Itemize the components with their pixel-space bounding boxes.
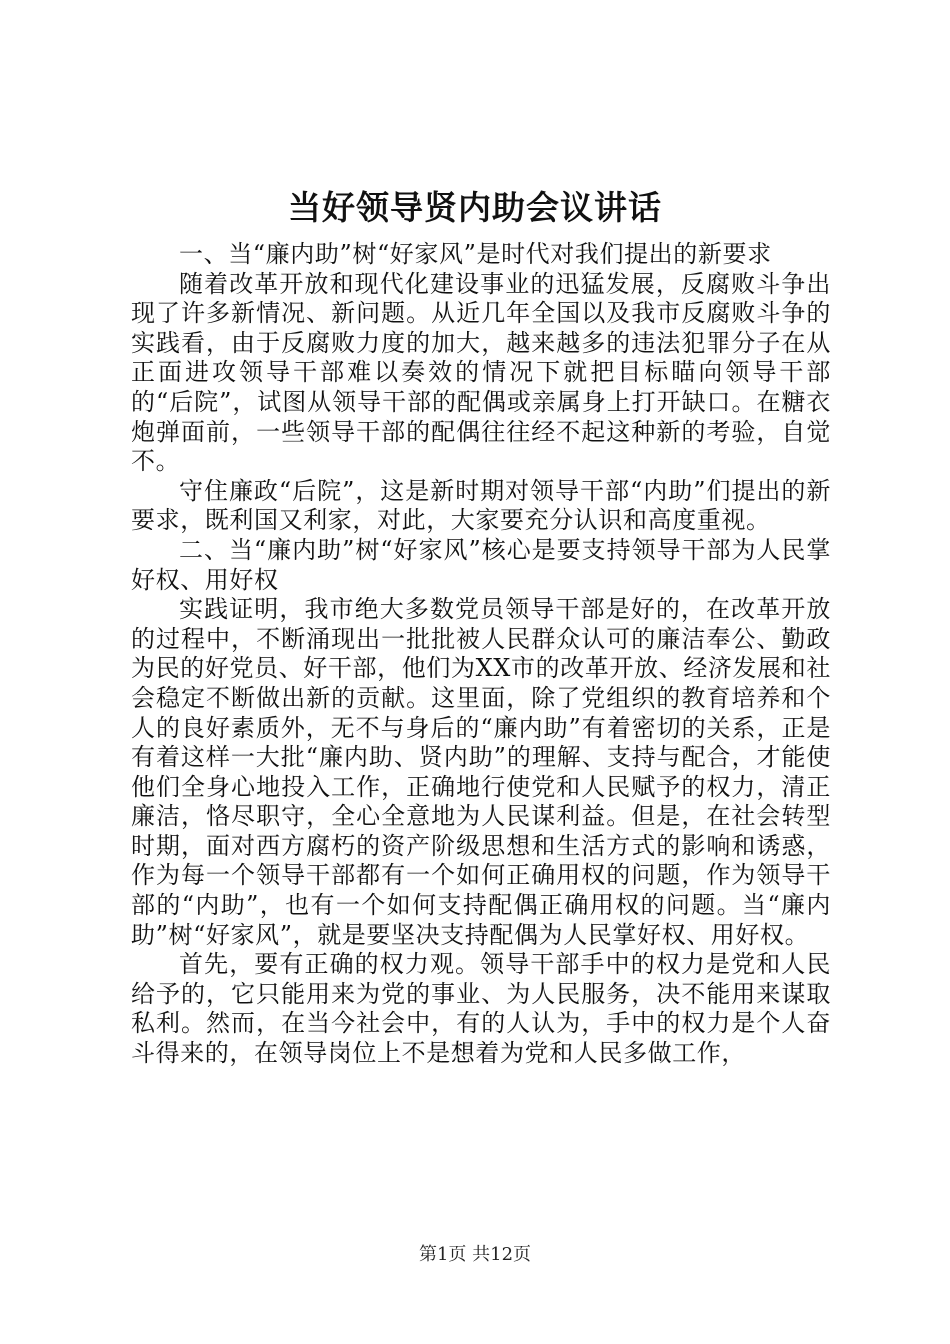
document-body xyxy=(131,240,831,1069)
page-number-footer: 第1页 共12页 xyxy=(418,1244,532,1265)
body-paragraph: 首先，要有正确的权力观。领导干部手中的权力是党和人民给予的，它只能用来为党的事业、为人民服务，决不能用来谋取私利。然而，在当今社会中，有的人认为，手中的权力是个人奋斗得来的，在领导岗位上不是想着为党和人民多做工作， xyxy=(131,950,831,1068)
body-paragraph: 守住廉政“后院”，这是新时期对领导干部“内助”们提出的新要求，既利国又利家，对此，大家要充分认识和高度重视。 xyxy=(131,476,831,535)
body-paragraph: 实践证明，我市绝大多数党员领导干部是好的，在改革开放的过程中，不断涌现出一批批被人民群众认可的廉洁奉公、勤政为民的好党员、好干部，他们为XX市的改革开放、经济发展和社会稳定不断做出新的贡献。这里面，除了党组织的教育培养和个人的良好素质外，无不与身后的“廉内助”有着密切的关系，正是有着这样一大批“廉内助、贤内助”的理解、支持与配合，才能使他们全身心地投入工作，正确地行使党和人民赋予的权力，清正廉洁，恪尽职守，全心全意地为人民谋利益。但是，在社会转型时期，面对西方腐朽的资产阶级思想和生活方式的影响和诱惑，作为每一个领导干部都有一个如何正确用权的问题，作为领导干部的“内助”，也有一个如何支持配偶正确用权的问题。当“廉内助”树“好家风”，就是要坚决支持配偶为人民掌好权、用好权。 xyxy=(131,595,831,949)
section-heading-1: 一、当“廉内助”树“好家风”是时代对我们提出的新要求 xyxy=(179,240,772,268)
document-title: 当好领导贤内助会议讲话 xyxy=(288,188,662,227)
section-heading-2: 二、当“廉内助”树“好家风”核心是要支持领导干部为人民掌好权、用好权 xyxy=(131,535,831,594)
body-paragraph: 随着改革开放和现代化建设事业的迅猛发展，反腐败斗争出现了许多新情况、新问题。从近几年全国以及我市反腐败斗争的实践看，由于反腐败力度的加大，越来越多的违法犯罪分子在从正面进攻领导干部难以奏效的情况下就把目标瞄向领导干部的“后院”，试图从领导干部的配偶或亲属身上打开缺口。在糖衣炮弹面前，一些领导干部的配偶往往经不起这种新的考验，自觉不。 xyxy=(131,269,831,476)
